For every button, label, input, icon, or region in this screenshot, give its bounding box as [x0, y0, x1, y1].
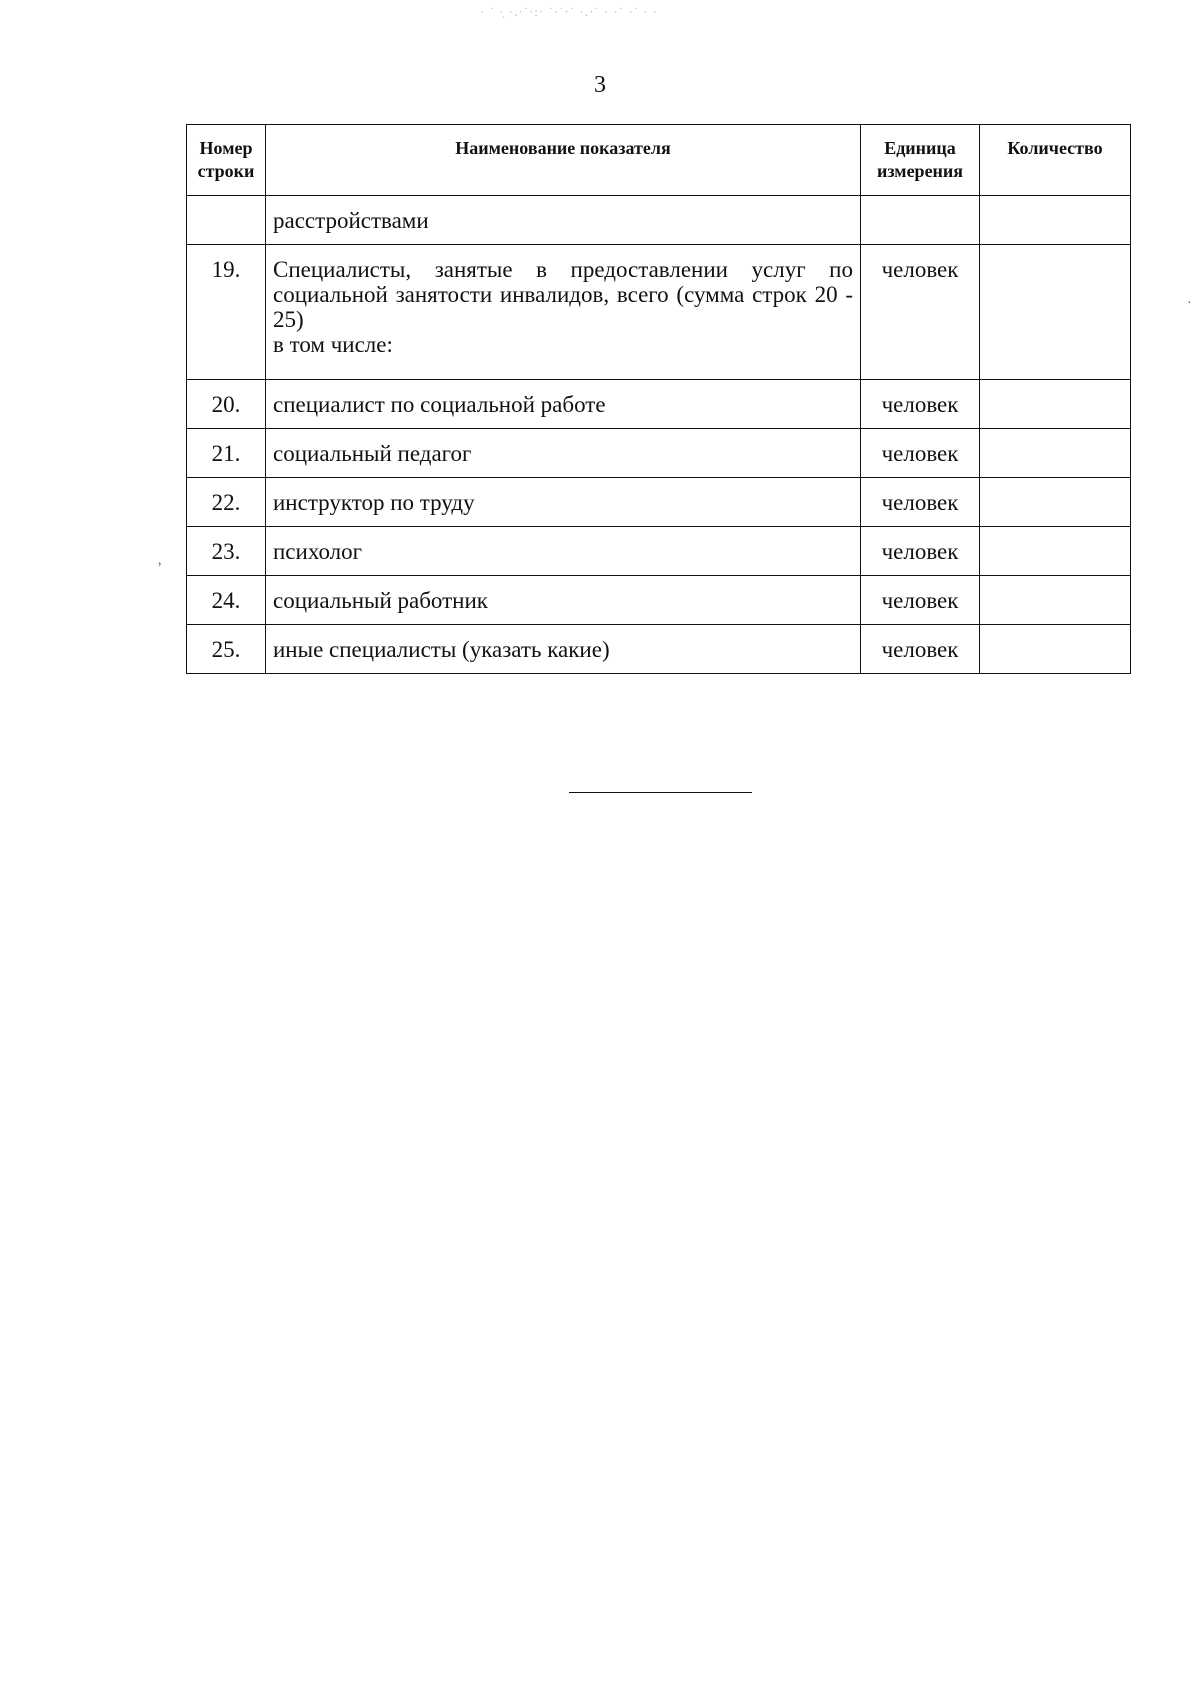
table-row — [187, 429, 1131, 478]
table-row — [187, 527, 1131, 576]
indicator-cell: психолог — [266, 527, 861, 576]
unit-cell: человек — [861, 576, 980, 625]
unit-cell: человек — [861, 478, 980, 527]
quantity-cell — [980, 429, 1131, 478]
scan-speck: , — [158, 553, 162, 568]
unit-cell: человек — [861, 429, 980, 478]
table-row — [187, 576, 1131, 625]
table-row — [187, 625, 1131, 674]
header-unit: Единица измерения — [861, 125, 980, 196]
indicator-cell: специалист по социальной работе — [266, 380, 861, 429]
table-row-19 — [187, 245, 1131, 380]
quantity-cell — [980, 196, 1131, 245]
quantity-cell — [980, 380, 1131, 429]
row-number-cell — [187, 196, 266, 245]
quantity-cell — [980, 527, 1131, 576]
unit-cell: человек — [861, 625, 980, 674]
row-number-cell: 23. — [187, 527, 266, 576]
table-row — [187, 478, 1131, 527]
page-number: 3 — [594, 72, 606, 98]
quantity-cell — [980, 576, 1131, 625]
table-row — [187, 380, 1131, 429]
row-number-cell: 20. — [187, 380, 266, 429]
indicator-cell — [266, 245, 861, 380]
unit-cell: человек — [861, 245, 980, 380]
scan-artifact: · ˙ ·̣ ·.·˙·:· ˙·˙·˙ ·.·˙ · ·˙ ·˙ · · — [480, 4, 659, 19]
row-number-cell: 24. — [187, 576, 266, 625]
unit-cell: человек — [861, 527, 980, 576]
row-number-cell: 25. — [187, 625, 266, 674]
indicator-cell: инструктор по труду — [266, 478, 861, 527]
header-row-number: Номер строки — [187, 125, 266, 196]
row-number-cell: 19. — [187, 245, 266, 380]
header-indicator: Наименование показателя — [266, 125, 861, 196]
table-row-continuation — [187, 196, 1131, 245]
indicator-main-text: Специалисты, занятые в предоставлении услуг по социальной занятости инвалидов, всего (сумма строк 20 - 25) — [273, 257, 853, 332]
indicator-cell: иные специалисты (указать какие) — [266, 625, 861, 674]
unit-cell — [861, 196, 980, 245]
header-quantity: Количество — [980, 125, 1131, 196]
quantity-cell — [980, 245, 1131, 380]
row-number-cell: 21. — [187, 429, 266, 478]
quantity-cell — [980, 625, 1131, 674]
closing-rule — [569, 792, 752, 793]
indicators-table — [186, 124, 1131, 674]
indicator-cell: социальный работник — [266, 576, 861, 625]
scan-speck: · — [1187, 296, 1192, 311]
quantity-cell — [980, 478, 1131, 527]
indicator-sub-text: в том числе: — [273, 332, 393, 357]
row-number-cell: 22. — [187, 478, 266, 527]
table-header-row — [187, 125, 1131, 196]
indicator-cell: расстройствами — [266, 196, 861, 245]
indicator-cell: социальный педагог — [266, 429, 861, 478]
unit-cell: человек — [861, 380, 980, 429]
